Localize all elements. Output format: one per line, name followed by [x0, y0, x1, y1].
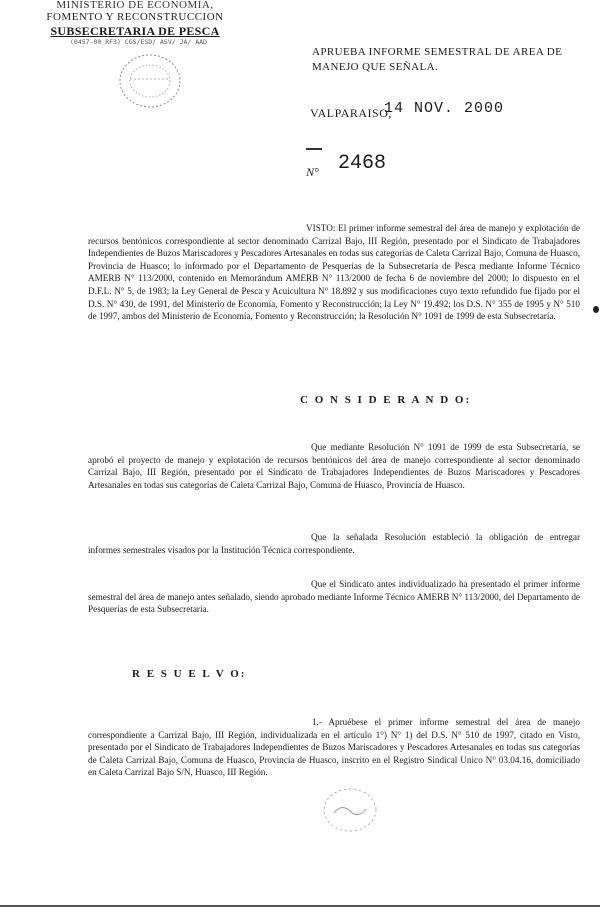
seal-stamp-icon [320, 785, 380, 835]
letterhead [40, 0, 230, 47]
ministry-line-1: MINISTERIO DE ECONOMIA, [56, 0, 214, 10]
considerando-paragraph-2: Que la señalada Resolución estableció la obligación de entregar informes semestrales visados por la Institución Técnica correspondiente. [88, 532, 580, 555]
number-mark [306, 148, 322, 150]
ministry-line-2: FOMENTO Y RECONSTRUCCION [46, 11, 224, 23]
number-label: N° [306, 165, 319, 179]
resolution-number: 2468 [338, 152, 387, 175]
subsecretaria-name: SUBSECRETARIA DE PESCA [50, 24, 220, 38]
visto-paragraph: VISTO: El primer informe semestral del área de manejo y explotación de recursos bentónicos correspondiente al sector denominado Carrizal Bajo, III Región, presentado por el Sindicato de Trabajadores Independientes de Buzos Mariscadores y Pescadores Artesanales en todas sus categorías de Caleta Carrizal Bajo, Comuna de Huasco, Provincia de Huasco; lo informado por el Departamento de Pesquerías de la Subsecretaría de Pesca mediante Informe Técnico AMERB N° 113/2000, contenido en Memorándum AMERB N° 113/2000 de fecha 6 de noviembre del 2000; lo dispuesto en el D.F.L. N° 5, de 1983; la Ley General de Pesca y Acuicultura N° 18.892 y sus modificaciones cuyo texto refundido fue fijado por el D.S. N° 430, de 1991, del Ministerio de Economía, Fomento y Reconstrucción; la Ley N° 19.492; los D.S. N° 355 de 1995 y N° 510 de 1997, ambos del Ministerio de Economía, Fomento y Reconstrucción; la Resolución N° 1091 de 1999 de esta Subsecretaría. [88, 223, 580, 322]
resolution-title: APRUEBA INFORME SEMESTRAL DE AREA DE MANEJO QUE SEÑALA. [312, 46, 563, 73]
considerando-paragraph-3: Que el Sindicato antes individualizado ha presentado el primer informe semestral del área de manejo antes señalado, siendo aprobado mediante Informe Técnico AMERB N° 113/2000, del Departamento de Pesquerías de esta Subsecretaría. [88, 579, 580, 615]
date-stamp: 14 NOV. 2000 [384, 100, 505, 117]
circular-stamp-icon [116, 52, 184, 110]
resuelvo-paragraph-1: 1.- Apruébese el primer informe semestral del área de manejo correspondiente a Carrizal Bajo, III Región, individualizada en el artículo 1°) N° 1) del D.S. N° 510 de 1997, citado en Visto, presentado por el Sindicato de Trabajadores Independientes de Buzos Mariscadores y Pescadores Artesanales en todas sus categorías de Caleta Carrizal Bajo, Comuna de Huasco, Provincia de Huasco, inscrito en el Registro Sindical Unico N° 03.04.16, domiciliado en Caleta Carrizal Bajo S/N, Huasco, III Región. [88, 717, 580, 778]
reference-code: (0457-00 RF3) CGS/ESD/ ASV/ JA/ AAD [70, 38, 207, 46]
margin-hole-mark [593, 306, 599, 313]
considerando-paragraph-1: Que mediante Resolución N° 1091 de 1999 de esta Subsecretaría, se aprobó el proyecto de manejo y explotación de recursos bentónicos del área de manejo correspondiente al sector denominado Carrizal Bajo, III Región, presentado por el Sindicato de Trabajadores Independientes de Buzos Mariscadores y Pescadores Artesanales en todas sus categorías de Caleta Carrizal Bajo, Comuna de Huasco, Provincia de Huasco. [88, 442, 580, 490]
resuelvo-heading: R E S U E L V O: [132, 668, 247, 680]
city-label: VALPARAISO, [310, 106, 392, 120]
considerando-heading: C O N S I D E R A N D O: [300, 394, 472, 406]
page-bottom-edge [0, 905, 600, 907]
